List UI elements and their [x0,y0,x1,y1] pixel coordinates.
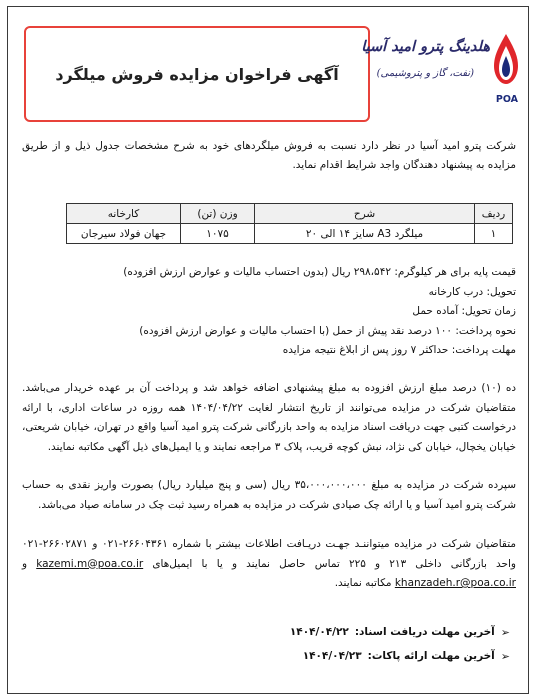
cell-factory: جهان فولاد سیرجان [67,224,181,244]
deadline-documents-date: ۱۴۰۴/۰۴/۲۲ [289,626,349,638]
intro-paragraph: شرکت پترو امید آسیا در نظر دارد نسبت به فروش میلگردهای خود به شرح مشخصات جدول ذیل و از طریق مزایده به پیشنهاد دهندگان واجد شرایط اقدام نماید. [22,140,516,171]
payment-method-line: نحوه پرداخت: ۱۰۰ درصد نقد پیش از حمل (با احتساب مالیات و عوارض ارزش افزوده) [139,324,516,337]
deadline-envelopes [230,644,510,668]
checkmark-arrow-icon: ➢ [500,649,510,663]
cell-row-no: ۱ [475,224,513,244]
contact-paragraph [22,535,516,594]
table-row [67,224,513,244]
terms-list [22,263,516,361]
deposit-paragraph: سپرده شرکت در مزایده به مبلغ ۳۵،۰۰۰،۰۰۰،۰۰۰ ریال (سی و پنج میلیارد ریال) بصورت واریز نقدی به حساب شرکت پترو امید آسیا و یا ارائه چک صیادی شرکت در مزایده به همراه رسید ثبت چک در سامانه صیاد می‌باشد. [22,479,516,511]
cell-description: میلگرد A3 سایز ۱۴ الی ۲۰ [255,224,475,244]
col-header-row-no: ردیف [475,204,513,224]
flame-drop-icon [492,32,520,92]
logo-tagline: (نفت، گاز و پتروشیمی) [376,68,474,79]
col-header-weight: وزن (تن) [181,204,255,224]
email-link-kazemi[interactable]: kazemi.m@poa.co.ir [36,557,144,570]
contact-text-end: مکاتبه نمایند. [334,577,392,589]
title-box [24,26,370,122]
page-title: آگهی فراخوان مزایده فروش میلگرد [55,64,339,84]
deadline-documents-label: آخرین مهلت دریافت اسناد: [354,626,495,638]
col-header-description: شرح [255,204,475,224]
logo-brand-text: هلدینگ پترو امید آسیا [361,38,490,55]
header [24,26,520,126]
contact-text: متقاضیان شرکت در مزایده میتواننـد جهـت دریـافت اطلاعات بیشتر با شماره ۲۶۶۰۴۳۶۱-۰۲۱ و ۲۶۶۰۲۸۷۱-۰۲۱ واحد بازرگانی داخلی ۲۱۳ و ۲۲۵ تماس حاصل نمایند و یا با ایمیل‌های [22,538,517,570]
vat-and-documents-paragraph: ده (۱۰) درصد مبلغ ارزش افزوده به مبلغ پیشنهادی اضافه خواهد شد و پرداخت آن بر عهده خریدار می‌باشد. متقاضیان شرکت در مزایده می‌توانند از تاریخ انتشار لغایت ۱۴۰۴/۰۴/۲۲ همه روزه در ساعات اداری، با ارائه درخواست کتبی جهت دریافت اسناد مزایده به واحد بازرگانی شرکت پترو امید آسیا واقع در تهران، خیابان شریعتی، خیابان یخچال، خیابان کی نژاد، نبش کوچه قریب، پلاک ۳ مراجعه نمایند و یا ایمیل‌های ذیل آگهی مکاتبه نمایند. [22,382,516,453]
logo-abbrev: POA [495,94,518,105]
table-header-row [67,204,513,224]
company-logo [361,30,520,120]
deadline-envelopes-label: آخرین مهلت ارائه پاکات: [367,650,495,662]
deadline-documents [230,620,510,644]
checkmark-arrow-icon: ➢ [500,625,510,639]
items-table [66,203,513,244]
deadline-envelopes-date: ۱۴۰۴/۰۴/۲۳ [302,650,362,662]
col-header-factory: کارخانه [67,204,181,224]
cell-weight: ۱۰۷۵ [181,224,255,244]
deadlines-list [230,620,510,668]
payment-deadline-line: مهلت پرداخت: حداکثر ۷ روز پس از ابلاغ نتیجه مزایده [282,344,516,356]
delivery-line: تحویل: درب کارخانه [428,285,516,298]
email-link-khanzadeh[interactable]: khanzadeh.r@poa.co.ir [394,577,516,589]
base-price-line: قیمت پایه برای هر کیلوگرم: ۲۹۸،۵۴۲ ریال (بدون احتساب مالیات و عوارض ارزش افزوده) [123,266,516,278]
email-separator: و [22,557,28,570]
delivery-time-line: زمان تحویل: آماده حمل [412,305,516,317]
